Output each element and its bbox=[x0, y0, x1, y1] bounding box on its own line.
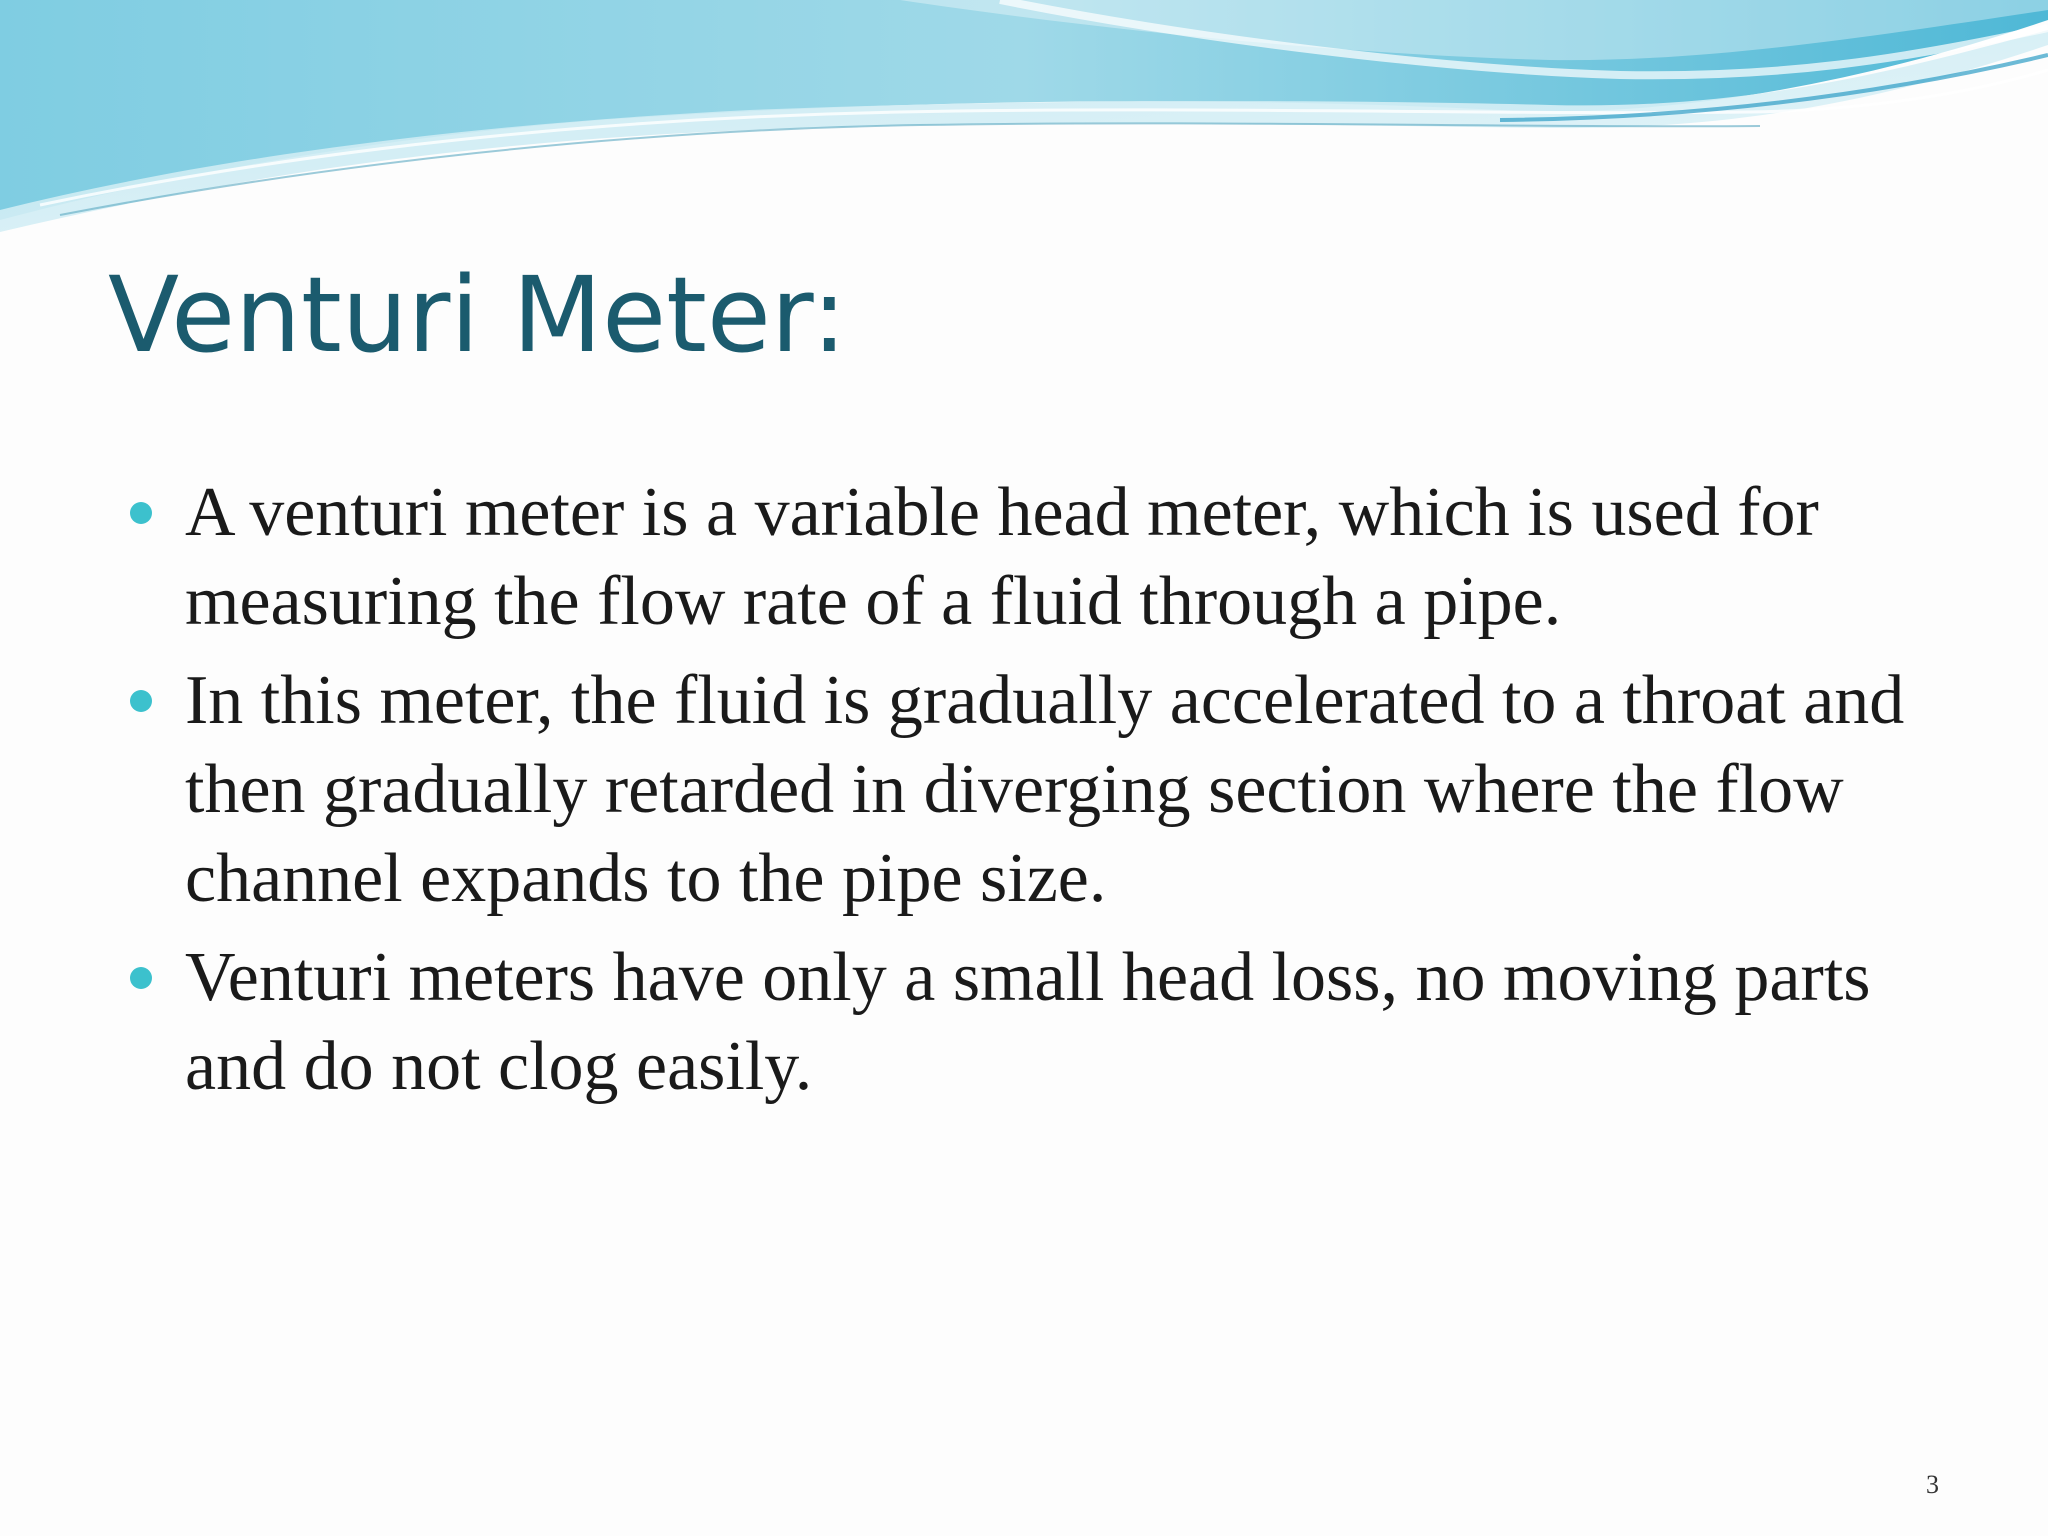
bullet-item bbox=[130, 933, 1930, 1111]
header-wave-decoration bbox=[0, 0, 2048, 260]
bullet-list bbox=[130, 468, 1930, 1121]
bullet-item bbox=[130, 656, 1930, 923]
page-number: 3 bbox=[1926, 1470, 1939, 1499]
slide-title: Venturi Meter: bbox=[108, 254, 847, 376]
bullet-text: In this meter, the fluid is gradually accelerated to a throat and then gradually retarded in diverging section where the flow channel expands to the pipe size. bbox=[185, 662, 1905, 917]
bullet-marker-icon bbox=[130, 967, 152, 989]
bullet-text: Venturi meters have only a small head loss, no moving parts and do not clog easily. bbox=[185, 939, 1871, 1105]
bullet-marker-icon bbox=[130, 690, 152, 712]
bullet-text: A venturi meter is a variable head meter, which is used for measuring the flow rate of a fluid through a pipe. bbox=[185, 474, 1819, 640]
bullet-marker-icon bbox=[130, 502, 152, 524]
bullet-item bbox=[130, 468, 1930, 646]
